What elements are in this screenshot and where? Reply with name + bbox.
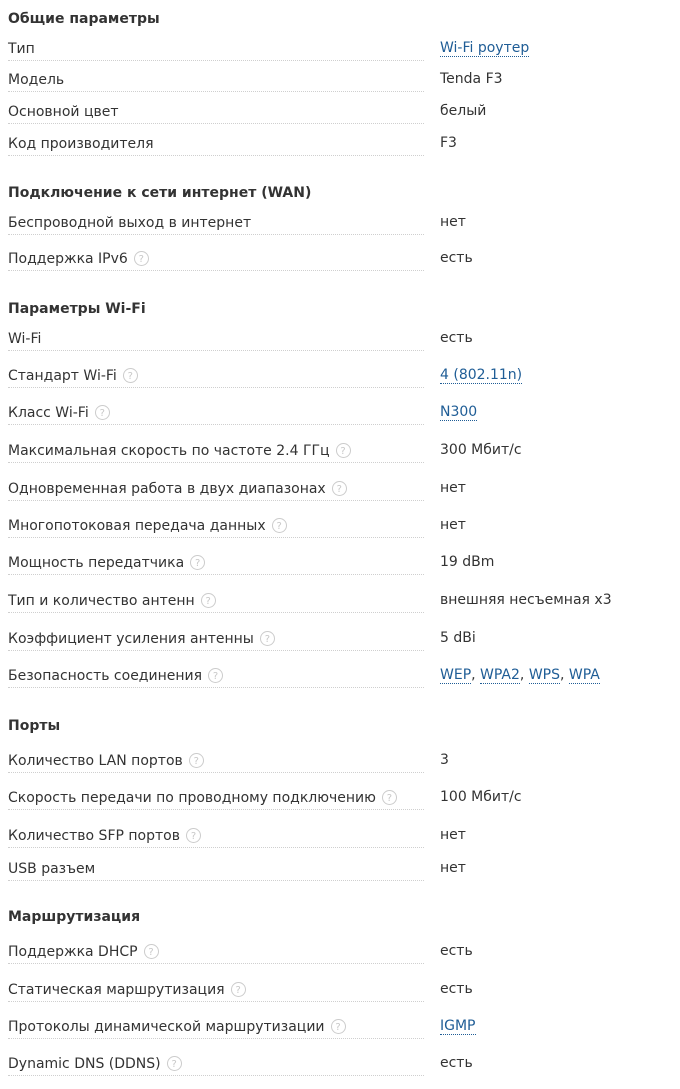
help-question-icon[interactable]: ? (331, 1019, 346, 1034)
spec-value: нет (440, 214, 466, 230)
spec-value-cell (440, 39, 529, 57)
spec-label: Стандарт Wi-Fi (8, 368, 117, 384)
spec-label-cell (8, 250, 424, 271)
spec-label-cell (8, 1018, 424, 1039)
help-question-icon[interactable]: ? (95, 405, 110, 420)
spec-value: есть (440, 981, 473, 997)
spec-value-cell (440, 516, 466, 534)
spec-value-cell (440, 134, 457, 152)
spec-label: Код производителя (8, 136, 154, 152)
spec-label-cell (8, 752, 424, 773)
spec-label-cell (8, 860, 424, 881)
spec-label-cell (8, 404, 424, 425)
spec-value-cell (440, 102, 486, 120)
spec-row (0, 398, 680, 428)
spec-value-cell: WEP, WPA2, WPS, WPA (440, 667, 600, 683)
spec-label-cell (8, 135, 424, 156)
spec-label-cell (8, 330, 424, 351)
spec-value: есть (440, 943, 473, 959)
spec-label: Скорость передачи по проводному подключению (8, 790, 376, 806)
spec-value-cell (440, 403, 477, 421)
spec-row (0, 361, 680, 391)
spec-label: Тип и количество антенн (8, 593, 195, 609)
spec-value-cell (440, 942, 473, 960)
spec-value-cell (440, 441, 522, 459)
spec-label: Статическая маршрутизация (8, 982, 225, 998)
spec-label-cell (8, 367, 424, 388)
spec-label: Поддержка IPv6 (8, 251, 128, 267)
spec-row (0, 436, 680, 466)
spec-value-link-n300[interactable]: N300 (440, 404, 478, 420)
spec-value: нет (440, 827, 466, 843)
spec-value: 5 dBi (440, 630, 476, 646)
spec-value-cell (440, 1017, 476, 1035)
help-question-icon[interactable]: ? (231, 982, 246, 997)
help-question-icon[interactable]: ? (382, 790, 397, 805)
spec-value-cell (440, 249, 473, 267)
spec-label: Основной цвет (8, 104, 119, 120)
spec-label: Мощность передатчика (8, 555, 185, 571)
spec-label: Беспроводной выход в интернет (8, 215, 252, 231)
spec-label-cell (8, 1055, 424, 1076)
spec-value-cell (440, 553, 494, 571)
spec-row (0, 1012, 680, 1042)
spec-row (0, 208, 680, 238)
spec-value-cell (440, 980, 473, 998)
section-title: Порты (8, 718, 61, 734)
spec-label-cell (8, 480, 424, 501)
spec-value: внешняя несъемная x3 (440, 592, 612, 608)
spec-label-cell (8, 630, 424, 651)
spec-row (0, 821, 680, 851)
spec-label-cell (8, 71, 424, 92)
spec-label: Wi-Fi (8, 331, 42, 347)
spec-label: Количество SFP портов (8, 828, 180, 844)
help-question-icon[interactable]: ? (134, 251, 149, 266)
spec-value: F3 (440, 135, 457, 151)
spec-value-cell (440, 70, 503, 88)
help-question-icon[interactable]: ? (332, 481, 347, 496)
spec-label-cell (8, 40, 424, 61)
section-title: Подключение к сети интернет (WAN) (8, 185, 312, 201)
spec-value-link-wep[interactable]: WEP (440, 667, 472, 683)
spec-label-cell (8, 442, 424, 463)
section-title: Маршрутизация (8, 909, 141, 925)
help-question-icon[interactable]: ? (186, 828, 201, 843)
spec-row (0, 783, 680, 813)
help-question-icon[interactable]: ? (123, 368, 138, 383)
spec-value-cell (440, 329, 473, 347)
spec-value: есть (440, 250, 473, 266)
spec-label: Коэффициент усиления антенны (8, 631, 254, 647)
spec-row (0, 661, 680, 691)
spec-label: Безопасность соединения (8, 668, 203, 684)
spec-label: Тип (8, 41, 35, 57)
spec-label: Модель (8, 72, 65, 88)
help-question-icon[interactable]: ? (167, 1056, 182, 1071)
spec-row (0, 937, 680, 967)
spec-value-cell (440, 213, 466, 231)
spec-row (0, 854, 680, 884)
help-question-icon[interactable]: ? (208, 668, 223, 683)
spec-row (0, 1049, 680, 1079)
spec-row (0, 746, 680, 776)
spec-label-cell (8, 554, 424, 575)
spec-value-link-wpa[interactable]: WPA (568, 667, 600, 683)
spec-row (0, 65, 680, 95)
spec-row (0, 129, 680, 159)
spec-row (0, 474, 680, 504)
help-question-icon[interactable]: ? (336, 443, 351, 458)
spec-value-cell (440, 591, 612, 609)
spec-row (0, 511, 680, 541)
spec-label: Dynamic DNS (DDNS) (8, 1056, 161, 1072)
spec-value-cell (440, 788, 522, 806)
spec-label-cell (8, 103, 424, 124)
spec-label: Многопотоковая передача данных (8, 518, 266, 534)
help-question-icon[interactable]: ? (260, 631, 275, 646)
spec-value: нет (440, 517, 466, 533)
spec-label-cell (8, 943, 424, 964)
spec-label: Количество LAN портов (8, 753, 183, 769)
spec-row (0, 97, 680, 127)
spec-value-link-wi-fi-роутер[interactable]: Wi-Fi роутер (440, 40, 530, 56)
spec-value: Tenda F3 (440, 71, 503, 87)
spec-label: Одновременная работа в двух диапазонах (8, 481, 326, 497)
spec-label: Максимальная скорость по частоте 2.4 ГГц (8, 443, 330, 459)
spec-value: 100 Мбит/с (440, 789, 522, 805)
spec-label-cell (8, 981, 424, 1002)
spec-value-cell (440, 1054, 473, 1072)
spec-row (0, 34, 680, 64)
spec-label-cell (8, 667, 424, 688)
spec-label-cell (8, 592, 424, 613)
spec-value-link-igmp[interactable]: IGMP (440, 1018, 476, 1034)
spec-value: нет (440, 860, 466, 876)
spec-value: нет (440, 480, 466, 496)
spec-value: 300 Мбит/с (440, 442, 522, 458)
section-title: Общие параметры (8, 11, 160, 27)
spec-value-cell (440, 859, 466, 877)
spec-row (0, 586, 680, 616)
help-question-icon[interactable]: ? (190, 555, 205, 570)
spec-row (0, 975, 680, 1005)
spec-label-cell (8, 214, 424, 235)
spec-value: есть (440, 330, 473, 346)
help-question-icon[interactable]: ? (201, 593, 216, 608)
spec-label: Протоколы динамической маршрутизации (8, 1019, 325, 1035)
spec-value-cell (440, 479, 466, 497)
spec-value-link-4-802-11n[interactable]: 4 (802.11n) (440, 367, 523, 383)
spec-value-link-wps[interactable]: WPS (528, 667, 560, 683)
spec-label: Поддержка DHCP (8, 944, 138, 960)
spec-value: 3 (440, 752, 449, 768)
spec-value-cell (440, 751, 449, 769)
help-question-icon[interactable]: ? (144, 944, 159, 959)
spec-value-cell (440, 826, 466, 844)
spec-label-cell (8, 827, 424, 848)
spec-value: белый (440, 103, 487, 119)
spec-label-cell (8, 789, 424, 810)
spec-label: Класс Wi-Fi (8, 405, 89, 421)
spec-value: есть (440, 1055, 473, 1071)
spec-row (0, 244, 680, 274)
spec-row (0, 548, 680, 578)
help-question-icon[interactable]: ? (189, 753, 204, 768)
section-title: Параметры Wi-Fi (8, 301, 146, 317)
spec-label-cell (8, 517, 424, 538)
spec-row (0, 324, 680, 354)
spec-row (0, 624, 680, 654)
help-question-icon[interactable]: ? (272, 518, 287, 533)
spec-value-link-wpa2[interactable]: WPA2 (480, 667, 520, 683)
spec-label: USB разъем (8, 861, 96, 877)
spec-value: 19 dBm (440, 554, 495, 570)
spec-value-cell (440, 629, 476, 647)
spec-value-cell (440, 366, 522, 384)
